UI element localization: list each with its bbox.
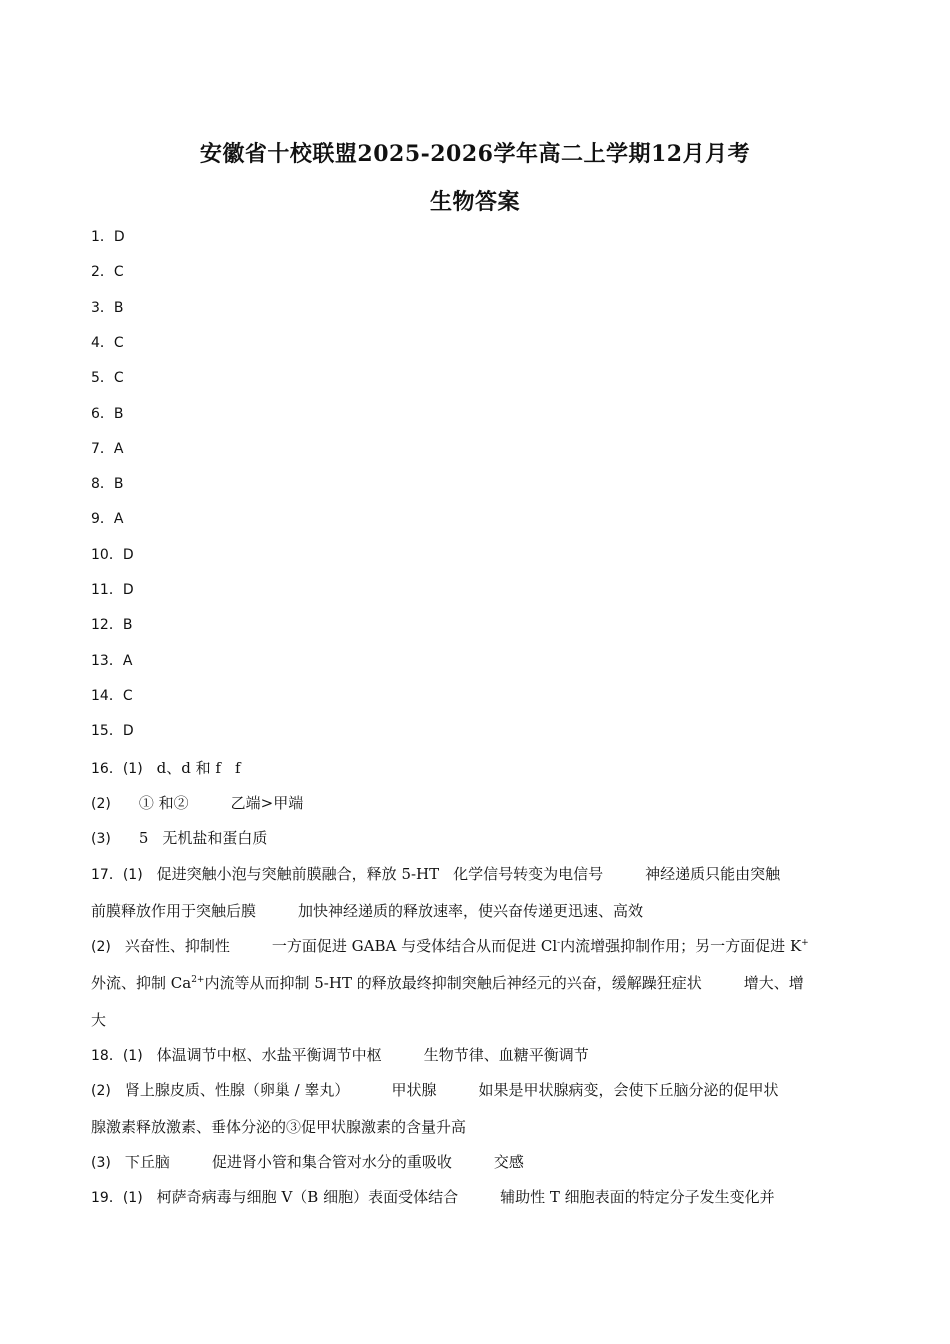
answer-text: 如果是甲状腺病变，会使下丘脑分泌的促甲状 bbox=[478, 1081, 779, 1099]
answer-text: 内流等从而抑制 5-HT 的释放最终抑制突触后神经元的兴奋，缓解躁狂症状 bbox=[204, 974, 702, 992]
choice-letter: A bbox=[113, 441, 124, 457]
part-label: (2) bbox=[91, 939, 111, 955]
choice-answer-row bbox=[91, 474, 124, 494]
q17-part1 bbox=[91, 863, 780, 886]
choice-answer-row bbox=[91, 651, 132, 671]
question-number: 7． bbox=[91, 441, 114, 457]
q18-part1 bbox=[91, 1044, 589, 1067]
q19-part1 bbox=[91, 1186, 775, 1209]
part-label: (1) bbox=[122, 761, 143, 777]
choice-letter: C bbox=[113, 335, 124, 351]
choice-answer-row bbox=[91, 404, 124, 424]
answer-text: 5 bbox=[138, 829, 149, 847]
answer-text: 无机盐和蛋白质 bbox=[162, 829, 268, 847]
answer-text: 促进肾小管和集合管对水分的重吸收 bbox=[211, 1153, 452, 1171]
part-label: (1) bbox=[122, 1048, 143, 1064]
q17-part2 bbox=[91, 935, 809, 958]
choice-answer-row bbox=[91, 262, 124, 282]
choice-letter: D bbox=[122, 723, 134, 739]
answer-text: 内流增强抑制作用；另一方面促进 K bbox=[560, 937, 802, 955]
question-number: 19． bbox=[91, 1190, 123, 1206]
superscript: 2+ bbox=[191, 975, 205, 985]
question-number: 6． bbox=[91, 406, 114, 422]
document-subtitle: 生物答案 bbox=[429, 189, 520, 215]
q16-part1 bbox=[91, 757, 241, 780]
question-number: 17． bbox=[91, 867, 123, 883]
answer-text: 甲状腺 bbox=[391, 1081, 437, 1099]
question-number: 13． bbox=[91, 653, 123, 669]
answer-text: f bbox=[234, 759, 241, 777]
choice-letter: B bbox=[122, 617, 133, 633]
choice-answer-row bbox=[91, 580, 134, 600]
choice-letter: D bbox=[122, 582, 134, 598]
answer-text: 生物节律、血糖平衡调节 bbox=[423, 1046, 589, 1064]
answer-text: 下丘脑 bbox=[124, 1153, 170, 1171]
answer-text: ① 和② bbox=[138, 794, 189, 812]
superscript: - bbox=[557, 938, 561, 948]
question-number: 14． bbox=[91, 688, 123, 704]
choice-letter: B bbox=[113, 476, 124, 492]
part-label: (2) bbox=[91, 796, 111, 812]
choice-answer-row bbox=[91, 368, 124, 388]
question-number: 5． bbox=[91, 370, 114, 386]
choice-answer-row bbox=[91, 509, 124, 529]
answer-text: 乙端>甲端 bbox=[230, 794, 304, 812]
choice-letter: D bbox=[122, 547, 134, 563]
choice-letter: C bbox=[122, 688, 133, 704]
q17-part2-cont2 bbox=[91, 1009, 106, 1031]
choice-answer-row bbox=[91, 333, 124, 353]
answer-text: 辅助性 T 细胞表面的特定分子发生变化并 bbox=[500, 1188, 775, 1206]
q18-part2 bbox=[91, 1079, 778, 1102]
part-label: (2) bbox=[91, 1083, 111, 1099]
q18-part2-cont bbox=[91, 1116, 466, 1138]
part-label: (3) bbox=[91, 831, 111, 847]
q16-part3 bbox=[91, 827, 267, 850]
choice-answer-row bbox=[91, 439, 124, 459]
question-number: 2． bbox=[91, 264, 114, 280]
question-number: 15． bbox=[91, 723, 123, 739]
answer-text: 柯萨奇病毒与细胞 Ⅴ（B 细胞）表面受体结合 bbox=[156, 1188, 459, 1206]
q17-part2-cont bbox=[91, 972, 804, 994]
question-number: 18． bbox=[91, 1048, 123, 1064]
document-title: 安徽省十校联盟2025-2026学年高二上学期12月月考 bbox=[199, 141, 751, 167]
question-number: 1． bbox=[91, 229, 114, 245]
choice-letter: A bbox=[113, 511, 124, 527]
answer-text: 外流、抑制 Ca bbox=[91, 974, 192, 992]
choice-letter: D bbox=[113, 229, 125, 245]
choice-letter: A bbox=[122, 653, 133, 669]
choice-letter: C bbox=[113, 264, 124, 280]
choice-letter: B bbox=[113, 300, 124, 316]
question-number: 8． bbox=[91, 476, 114, 492]
answer-text: 促进突触小泡与突触前膜融合，释放 5-HT bbox=[156, 865, 440, 883]
q16-part2 bbox=[91, 792, 303, 815]
answer-text: 腺激素释放激素、垂体分泌的③促甲状腺激素的含量升高 bbox=[91, 1118, 467, 1136]
superscript: + bbox=[801, 938, 809, 948]
question-number: 3． bbox=[91, 300, 114, 316]
answer-text: d、d 和 f bbox=[156, 759, 221, 777]
question-number: 11． bbox=[91, 582, 123, 598]
choice-answer-row bbox=[91, 615, 132, 635]
answer-text: 肾上腺皮质、性腺（卵巢 / 睾丸） bbox=[124, 1081, 350, 1099]
q17-part1-cont bbox=[91, 900, 643, 922]
answer-text: 化学信号转变为电信号 bbox=[453, 865, 604, 883]
question-number: 12． bbox=[91, 617, 123, 633]
q18-part3 bbox=[91, 1151, 524, 1174]
part-label: (1) bbox=[122, 867, 143, 883]
answer-text: 大 bbox=[91, 1011, 107, 1029]
choice-letter: C bbox=[113, 370, 124, 386]
choice-answer-row bbox=[91, 686, 133, 706]
answer-text: 一方面促进 GABA 与受体结合从而促进 Cl bbox=[271, 937, 558, 955]
answer-text: 交感 bbox=[493, 1153, 524, 1171]
question-number: 10． bbox=[91, 547, 123, 563]
answer-text: 兴奋性、抑制性 bbox=[124, 937, 230, 955]
choice-answer-row bbox=[91, 227, 125, 247]
answer-text: 增大、增 bbox=[743, 974, 804, 992]
question-number: 9． bbox=[91, 511, 114, 527]
answer-text: 体温调节中枢、水盐平衡调节中枢 bbox=[156, 1046, 382, 1064]
part-label: (1) bbox=[122, 1190, 143, 1206]
answer-text: 加快神经递质的释放速率，使兴奋传递更迅速、高效 bbox=[298, 902, 644, 920]
question-number: 4． bbox=[91, 335, 114, 351]
choice-letter: B bbox=[113, 406, 124, 422]
answer-text: 神经递质只能由突触 bbox=[645, 865, 781, 883]
choice-answer-row bbox=[91, 721, 134, 741]
answer-text: 前膜释放作用于突触后膜 bbox=[91, 902, 257, 920]
question-number: 16． bbox=[91, 761, 123, 777]
choice-answer-row bbox=[91, 298, 124, 318]
part-label: (3) bbox=[91, 1155, 111, 1171]
choice-answer-row bbox=[91, 545, 134, 565]
